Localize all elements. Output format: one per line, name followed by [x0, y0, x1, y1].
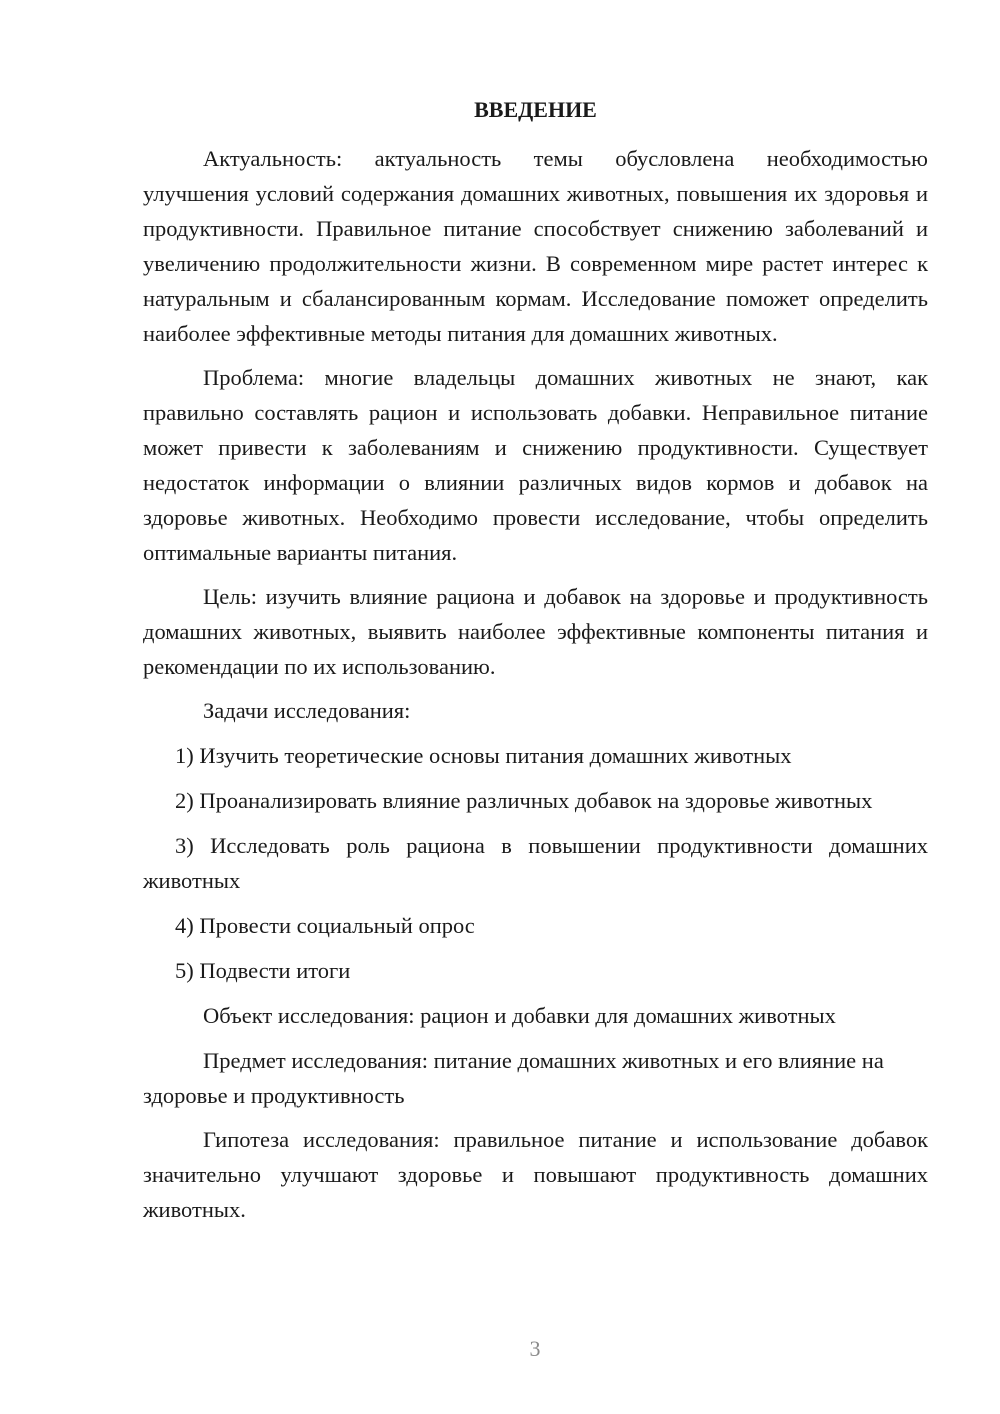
page-content — [143, 92, 928, 1236]
task-item-3: 3) Исследовать роль рациона в повышении продуктивности домашних животных — [143, 833, 928, 893]
task-item-5: 5) Подвести итоги — [175, 958, 351, 983]
tasks-heading: Задачи исследования: — [203, 698, 411, 723]
task-item-4: 4) Провести социальный опрос — [175, 913, 475, 938]
relevance-paragraph: Актуальность: актуальность темы обусловлена необходимостью улучшения условий содержания домашних животных, повышения их здоровья и продуктивности. Правильное питание способствует снижению заболеваний и увеличению продолжительности жизни. В современном мире растет интерес к натуральным и сбалансированным кормам. Исследование поможет определить наиболее эффективные методы питания для домашних животных. — [143, 146, 928, 346]
task-item-1: 1) Изучить теоретические основы питания домашних животных — [175, 743, 792, 768]
problem-paragraph: Проблема: многие владельцы домашних животных не знают, как правильно составлять рацион и использовать добавки. Неправильное питание может привести к заболеваниям и снижению продуктивности. Существует недостаток информации о влиянии различных видов кормов и добавок на здоровье животных. Необходимо провести исследование, чтобы определить оптимальные варианты питания. — [143, 365, 928, 565]
object-paragraph: Объект исследования: рацион и добавки для домашних животных — [203, 1003, 836, 1028]
page-title: ВВЕДЕНИЕ — [474, 97, 597, 122]
page-number: 3 — [529, 1336, 541, 1361]
task-item-2: 2) Проанализировать влияние различных добавок на здоровье животных — [175, 788, 873, 813]
goal-paragraph: Цель: изучить влияние рациона и добавок на здоровье и продуктивность домашних животных, выявить наиболее эффективные компоненты питания и рекомендации по их использованию. — [143, 584, 928, 679]
hypothesis-paragraph: Гипотеза исследования: правильное питание и использование добавок значительно улучшают здоровье и повышают продуктивность домашних животных. — [143, 1127, 928, 1222]
subject-paragraph: Предмет исследования: питание домашних животных и его влияние на здоровье и продуктивность — [143, 1048, 884, 1108]
